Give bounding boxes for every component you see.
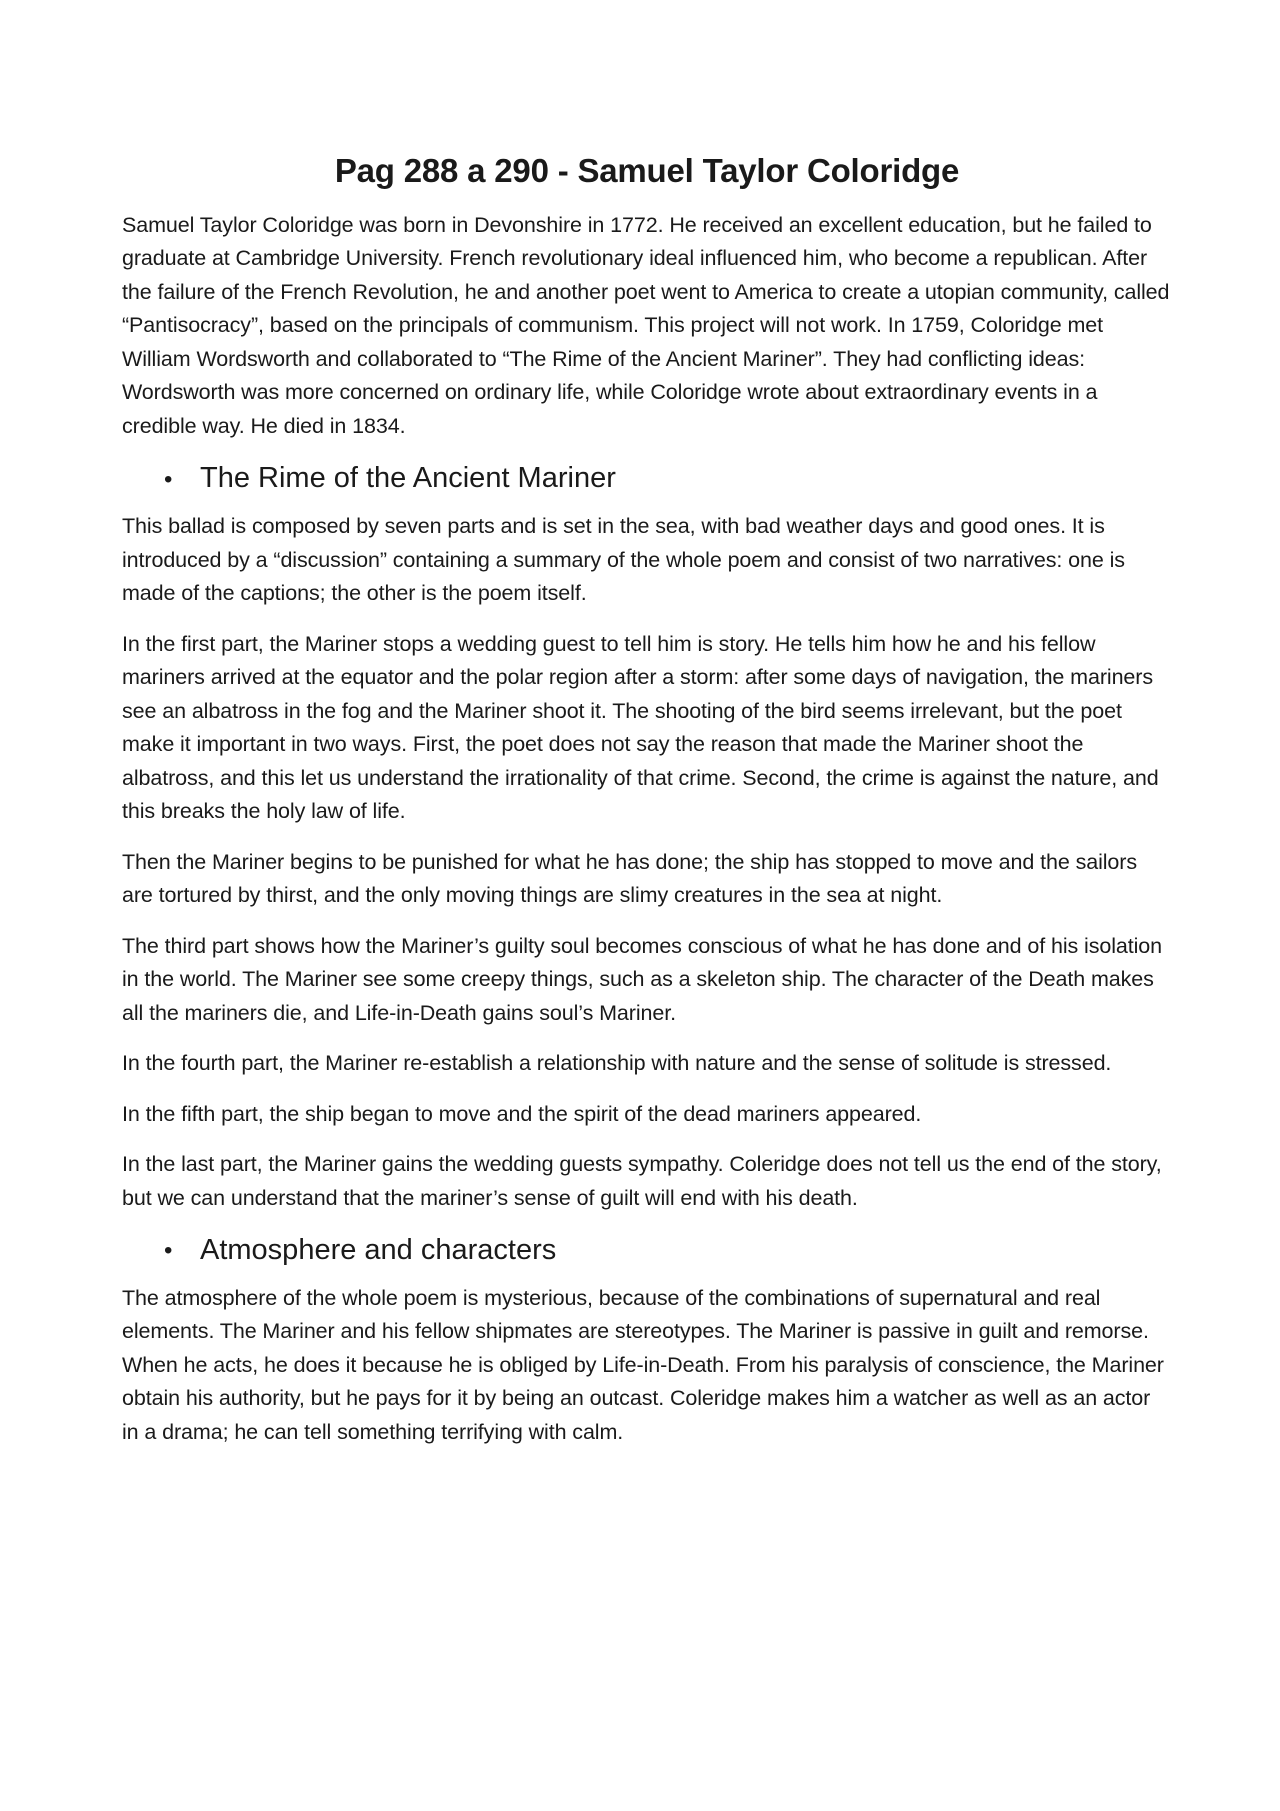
paragraph: Then the Mariner begins to be punished for what he has done; the ship has stopped to move and the sailors are tortured by thirst, and the only moving things are slimy creatures in the sea at night. [122, 849, 1137, 908]
section-rime [122, 460, 1172, 1215]
paragraph: The third part shows how the Mariner’s guilty soul becomes conscious of what he has done and of his isolation in the world. The Mariner see some creepy things, such as a skeleton ship. The character of the Death makes all the mariners die, and Life-in-Death gains soul’s Mariner. [122, 933, 1162, 1025]
section-heading [122, 1232, 1172, 1270]
paragraph: In the fourth part, the Mariner re-establish a relationship with nature and the sense of solitude is stressed. [122, 1051, 1112, 1076]
intro-paragraph: Samuel Taylor Coloridge was born in Devonshire in 1772. He received an excellent education, but he failed to graduate at Cambridge University. French revolutionary ideal influenced him, who become a republican. After the failure of the French Revolution, he and another poet went to America to create a utopian community, called “Pantisocracy”, based on the principals of communism. This project will not work. In 1759, Coloridge met William Wordsworth and collaborated to “The Rime of the Ancient Mariner”. They had conflicting ideas: Wordsworth was more concerned on ordinary life, while Coloridge wrote about extraordinary events in a credible way. He died in 1834. [122, 212, 1170, 438]
paragraph: In the last part, the Mariner gains the wedding guests sympathy. Coleridge does not tell us the end of the story, but we can understand that the mariner’s sense of guilt will end with his death. [122, 1152, 1162, 1210]
section-atmosphere [122, 1232, 1172, 1449]
section-heading-text: Atmosphere and characters [200, 1234, 557, 1267]
page-title: Pag 288 a 290 - Samuel Taylor Coloridge [334, 152, 960, 189]
section-heading-text: The Rime of the Ancient Mariner [200, 462, 616, 495]
section-heading [122, 460, 1172, 498]
bullet-icon: • [164, 1237, 173, 1265]
paragraph: The atmosphere of the whole poem is mysterious, because of the combinations of supernatural and real elements. The Mariner and his fellow shipmates are stereotypes. The Mariner is passive in guilt and remorse. When he acts, he does it because he is obliged by Life-in-Death. From his paralysis of conscience, the Mariner obtain his authority, but he pays for it by being an outcast. Coleridge makes him a watcher as well as an actor in a drama; he can tell something terrifying with calm. [122, 1285, 1164, 1444]
paragraph: In the fifth part, the ship began to move and the spirit of the dead mariners appeared. [122, 1101, 922, 1126]
bullet-icon: • [164, 465, 173, 493]
paragraph: In the first part, the Mariner stops a wedding guest to tell him is story. He tells him how he and his fellow mariners arrived at the equator and the polar region after a storm: after some days of navigation, the mariners see an albatross in the fog and the Mariner shoot it. The shooting of the bird seems irrelevant, but the poet make it important in two ways. First, the poet does not say the reason that made the Mariner shoot the albatross, and this let us understand the irrationality of that crime. Second, the crime is against the nature, and this breaks the holy law of life. [122, 631, 1159, 824]
document-content [122, 150, 1172, 1466]
paragraph: This ballad is composed by seven parts and is set in the sea, with bad weather days and good ones. It is introduced by a “discussion” containing a summary of the whole poem and consist of two narratives: one is made of the captions; the other is the poem itself. [122, 514, 1125, 606]
